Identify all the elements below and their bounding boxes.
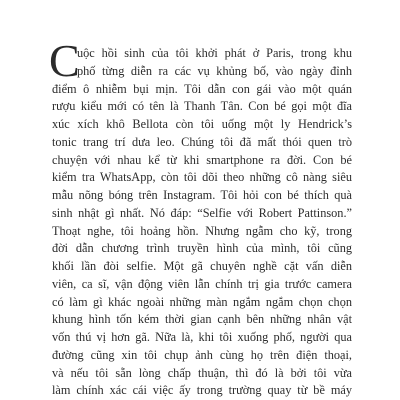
text-line: uộc hồi sinh của tôi khởi phát ở Paris, trong khu	[77, 46, 352, 60]
text-line: mẫu nõng bóng trên Instagram. Tôi hỏi con bé thích quà	[52, 188, 352, 202]
text-line: chuyện với nhau kể từ khi smartphone ra đời. Con bé	[52, 152, 352, 167]
text-line: làm chính xác cái việc ấy trong trường quay từ bề máy	[52, 383, 352, 398]
text-line: khối lần đòi selfie. Một gã chuyên nghề cặt vấn diễn	[52, 259, 352, 273]
text-line: rượu kiểu mới có tên là Thanh Tân. Con bé gọi một đĩa	[52, 99, 352, 114]
text-line: Thoạt nghe, tôi hoảng hồn. Nhưng ngẫm cho kỹ, trong	[52, 223, 352, 238]
text-line: đời dẫn chương trình truyền hình của mình, tôi cũng	[52, 241, 352, 256]
text-line: sinh nhật gì nhất. Nó đáp: “Selfie với Robert Pattinson.”	[52, 205, 352, 220]
text-line: kiểm tra WhatsApp, còn tôi dõi theo những cô nàng siêu	[52, 170, 352, 185]
drop-cap: C	[49, 35, 80, 86]
text-line: phố từng diễn ra các vụ khủng bố, vào ngày đỉnh	[77, 63, 352, 78]
body-paragraph	[52, 45, 352, 400]
text-line: viên, ca sĩ, vận động viên lẫn chính trị gia trước camera	[52, 276, 352, 291]
text-line: tonic trang trí dưa leo. Chúng tôi đã mất thói quen trò	[52, 134, 352, 149]
text-line: đường cũng xin tôi chụp ảnh cùng họ trên điện thoại,	[52, 347, 352, 362]
text-line: điểm ô nhiễm bụi mịn. Tôi dẫn con gái vào một quán	[52, 81, 352, 96]
text-line: và nếu tôi sẵn lòng chấp thuận, thì đó là bởi tôi vừa	[52, 365, 352, 380]
text-line: có làm gì khác ngoài những màn ngắm ngắm chọn chọn	[52, 294, 352, 309]
text-line: khung hình tốn kém thời gian cạnh bên những nhân vật	[52, 312, 352, 327]
text-line: vốn thú vị hơn gã. Nữa là, khi tôi xuống phố, người qua	[52, 330, 352, 344]
text-line: xúc xích khô Bellota còn tôi uống một ly Hendrick’s	[52, 117, 352, 131]
